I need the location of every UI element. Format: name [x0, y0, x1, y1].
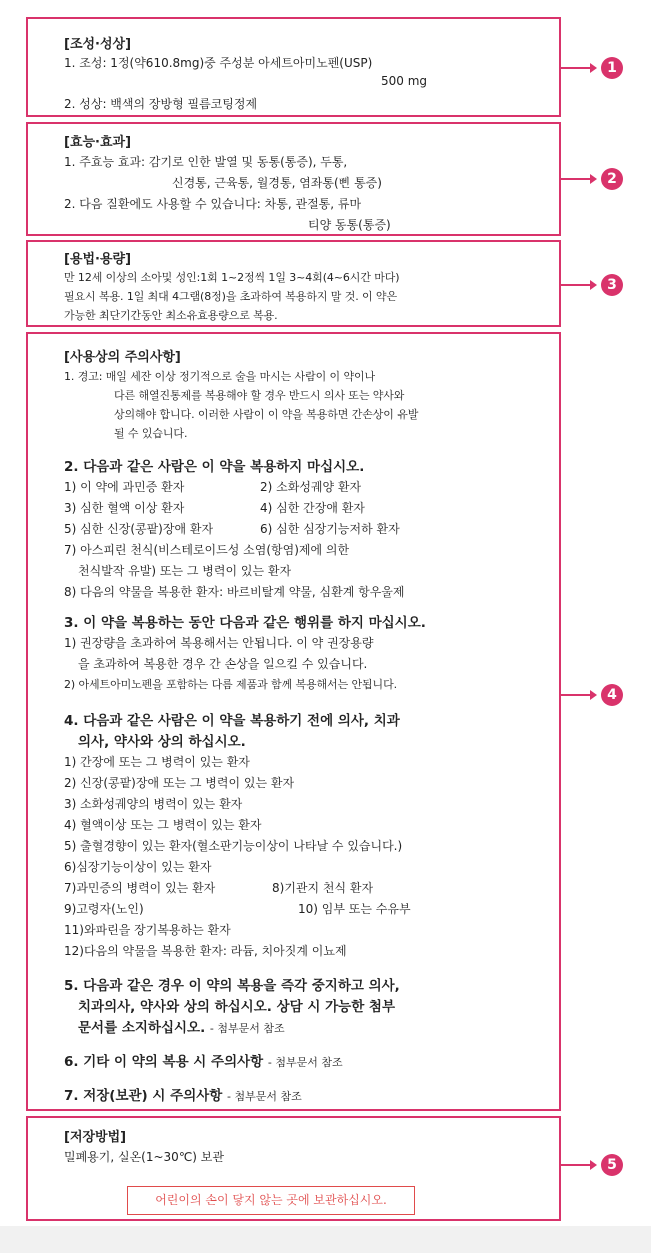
warning-line: 다른 해열진통제를 복용해야 할 경우 반드시 의사 또는 약사와	[114, 389, 405, 402]
text-line: 2. 성상: 백색의 장방형 필름코팅정제	[64, 97, 258, 111]
list-item: 10) 임부 또는 수유부	[298, 902, 411, 916]
section-title: [효능·효과]	[64, 135, 132, 150]
text-line: 가능한 최단기간동안 최소유효용량으로 복용.	[64, 309, 278, 322]
arrow-head-icon	[590, 174, 597, 184]
text-line: 1. 조성: 1정(약610.8mg)중 주성분 아세트아미노펜(USP)	[64, 56, 373, 70]
arrow-3	[561, 284, 591, 286]
text-line: 2. 다음 질환에도 사용할 수 있습니다: 차통, 관절통, 류마	[64, 197, 362, 211]
list-item: 11)와파린을 장기복용하는 환자	[64, 923, 231, 937]
heading-2: 2. 다음과 같은 사람은 이 약을 복용하지 마십시오.	[64, 459, 365, 475]
text-line: 필요시 복용. 1일 최대 4그램(8정)을 초과하여 복용하지 말 것. 이 약은	[64, 290, 397, 303]
arrow-2	[561, 178, 591, 180]
heading-5-text: 5. 다음과 같은 경우 이 약의 복용을 즉각 중지하고 의사,	[64, 978, 400, 994]
section-composition	[26, 17, 561, 117]
list-item: 5) 심한 신장(콩팥)장애 환자	[64, 522, 214, 536]
reference-note: - 첨부문서 참조	[209, 1022, 285, 1035]
warning-line: 될 수 있습니다.	[114, 427, 188, 440]
arrow-head-icon	[590, 280, 597, 290]
warning-line: 1. 경고: 매일 세잔 이상 정기적으로 술을 마시는 사람이 이 약이나	[64, 370, 376, 383]
arrow-4	[561, 694, 591, 696]
warning-line: 상의해야 합니다. 이러한 사람이 이 약을 복용하면 간손상이 유발	[114, 408, 419, 421]
list-item: 1) 권장량을 초과하여 복용해서는 안됩니다. 이 약 권장용량	[64, 636, 374, 650]
arrow-head-icon	[590, 690, 597, 700]
list-item: 6)심장기능이상이 있는 환자	[64, 860, 212, 874]
list-item: 9)고령자(노인)	[64, 902, 144, 916]
reference-note: - 첨부문서 참조	[227, 1090, 302, 1103]
text-line: 티양 동통(통증)	[308, 218, 391, 232]
list-item: 2) 아세트아미노펜을 포함하는 다름 제품과 함께 복용해서는 안됩니다.	[64, 678, 397, 691]
arrow-head-icon	[590, 63, 597, 73]
heading-5-text: 치과의사, 약사와 상의 하십시오. 상담 시 가능한 첨부	[78, 999, 396, 1015]
list-item: 7) 아스피린 천식(비스테로이드성 소염(항염)제에 의한	[64, 543, 350, 557]
section-title: [저장방법]	[64, 1130, 127, 1145]
marker-3: 3	[601, 274, 623, 296]
heading-4: 의사, 약사와 상의 하십시오.	[78, 734, 246, 750]
text-line: 1. 주효능 효과: 감기로 인한 발열 및 동통(통증), 두통,	[64, 155, 348, 169]
reference-note: - 첨부문서 참조	[267, 1056, 343, 1069]
arrow-head-icon	[590, 1160, 597, 1170]
list-item: 2) 소화성궤양 환자	[260, 480, 362, 494]
marker-5: 5	[601, 1154, 623, 1176]
notice-box: 어린이의 손이 닿지 않는 곳에 보관하십시오.	[127, 1186, 415, 1215]
list-item: 12)다음의 약물을 복용한 환자: 라듐, 치아짓계 이뇨제	[64, 944, 347, 958]
arrow-5	[561, 1164, 591, 1166]
list-item: 천식발작 유발) 또는 그 병력이 있는 환자	[78, 564, 292, 578]
list-item: 7)과민증의 병력이 있는 환자	[64, 881, 216, 895]
list-item: 3) 소화성궤양의 병력이 있는 환자	[64, 797, 243, 811]
marker-4: 4	[601, 684, 623, 706]
section-dosage	[26, 240, 561, 327]
list-item: 을 초과하여 복용한 경우 간 손상을 일으킬 수 있습니다.	[78, 657, 368, 671]
section-title: [용법·용량]	[64, 252, 132, 267]
text-line: 신경통, 근육통, 월경통, 염좌통(삔 통증)	[172, 176, 382, 190]
list-item: 1) 간장에 또는 그 병력이 있는 환자	[64, 755, 250, 769]
heading-5	[78, 1016, 285, 1036]
heading-5	[78, 995, 395, 1015]
text-line: 밀폐용기, 실온(1~30℃) 보관	[64, 1150, 224, 1164]
list-item: 4) 혈액이상 또는 그 병력이 있는 환자	[64, 818, 262, 832]
heading-4: 4. 다음과 같은 사람은 이 약을 복용하기 전에 의사, 치과	[64, 713, 400, 729]
list-item: 1) 이 약에 과민증 환자	[64, 480, 185, 494]
heading-5-text: 문서를 소지하십시오.	[78, 1020, 206, 1036]
heading-7-text: 7. 저장(보관) 시 주의사항	[64, 1088, 223, 1104]
text-line: 만 12세 이상의 소아및 성인:1회 1~2정씩 1일 3~4회(4~6시간 마다)	[64, 271, 400, 284]
section-efficacy	[26, 122, 561, 236]
section-title: [사용상의 주의사항]	[64, 350, 181, 365]
heading-3: 3. 이 약을 복용하는 동안 다음과 같은 행위를 하지 마십시오.	[64, 615, 426, 631]
list-item: 3) 심한 혈액 이상 환자	[64, 501, 185, 515]
heading-7	[64, 1084, 302, 1104]
list-item: 4) 심한 간장애 환자	[260, 501, 365, 515]
list-item: 6) 심한 심장기능저하 환자	[260, 522, 400, 536]
heading-6-text: 6. 기타 이 약의 복용 시 주의사항	[64, 1054, 264, 1070]
section-title: [조성·성상]	[64, 37, 132, 52]
heading-5	[64, 974, 400, 994]
marker-2: 2	[601, 168, 623, 190]
list-item: 2) 신장(콩팥)장애 또는 그 병력이 있는 환자	[64, 776, 295, 790]
list-item: 8)기관지 천식 환자	[272, 881, 374, 895]
text-line: 500 mg	[381, 74, 428, 88]
section-precautions	[26, 332, 561, 1111]
list-item: 5) 출혈경향이 있는 환자(혈소판기능이상이 나타날 수 있습니다.)	[64, 839, 403, 853]
list-item: 8) 다음의 약물을 복용한 환자: 바르비탈계 약물, 심환계 항우울제	[64, 585, 405, 599]
arrow-1	[561, 67, 591, 69]
heading-6	[64, 1050, 343, 1070]
bottom-strip	[0, 1226, 651, 1253]
marker-1: 1	[601, 57, 623, 79]
